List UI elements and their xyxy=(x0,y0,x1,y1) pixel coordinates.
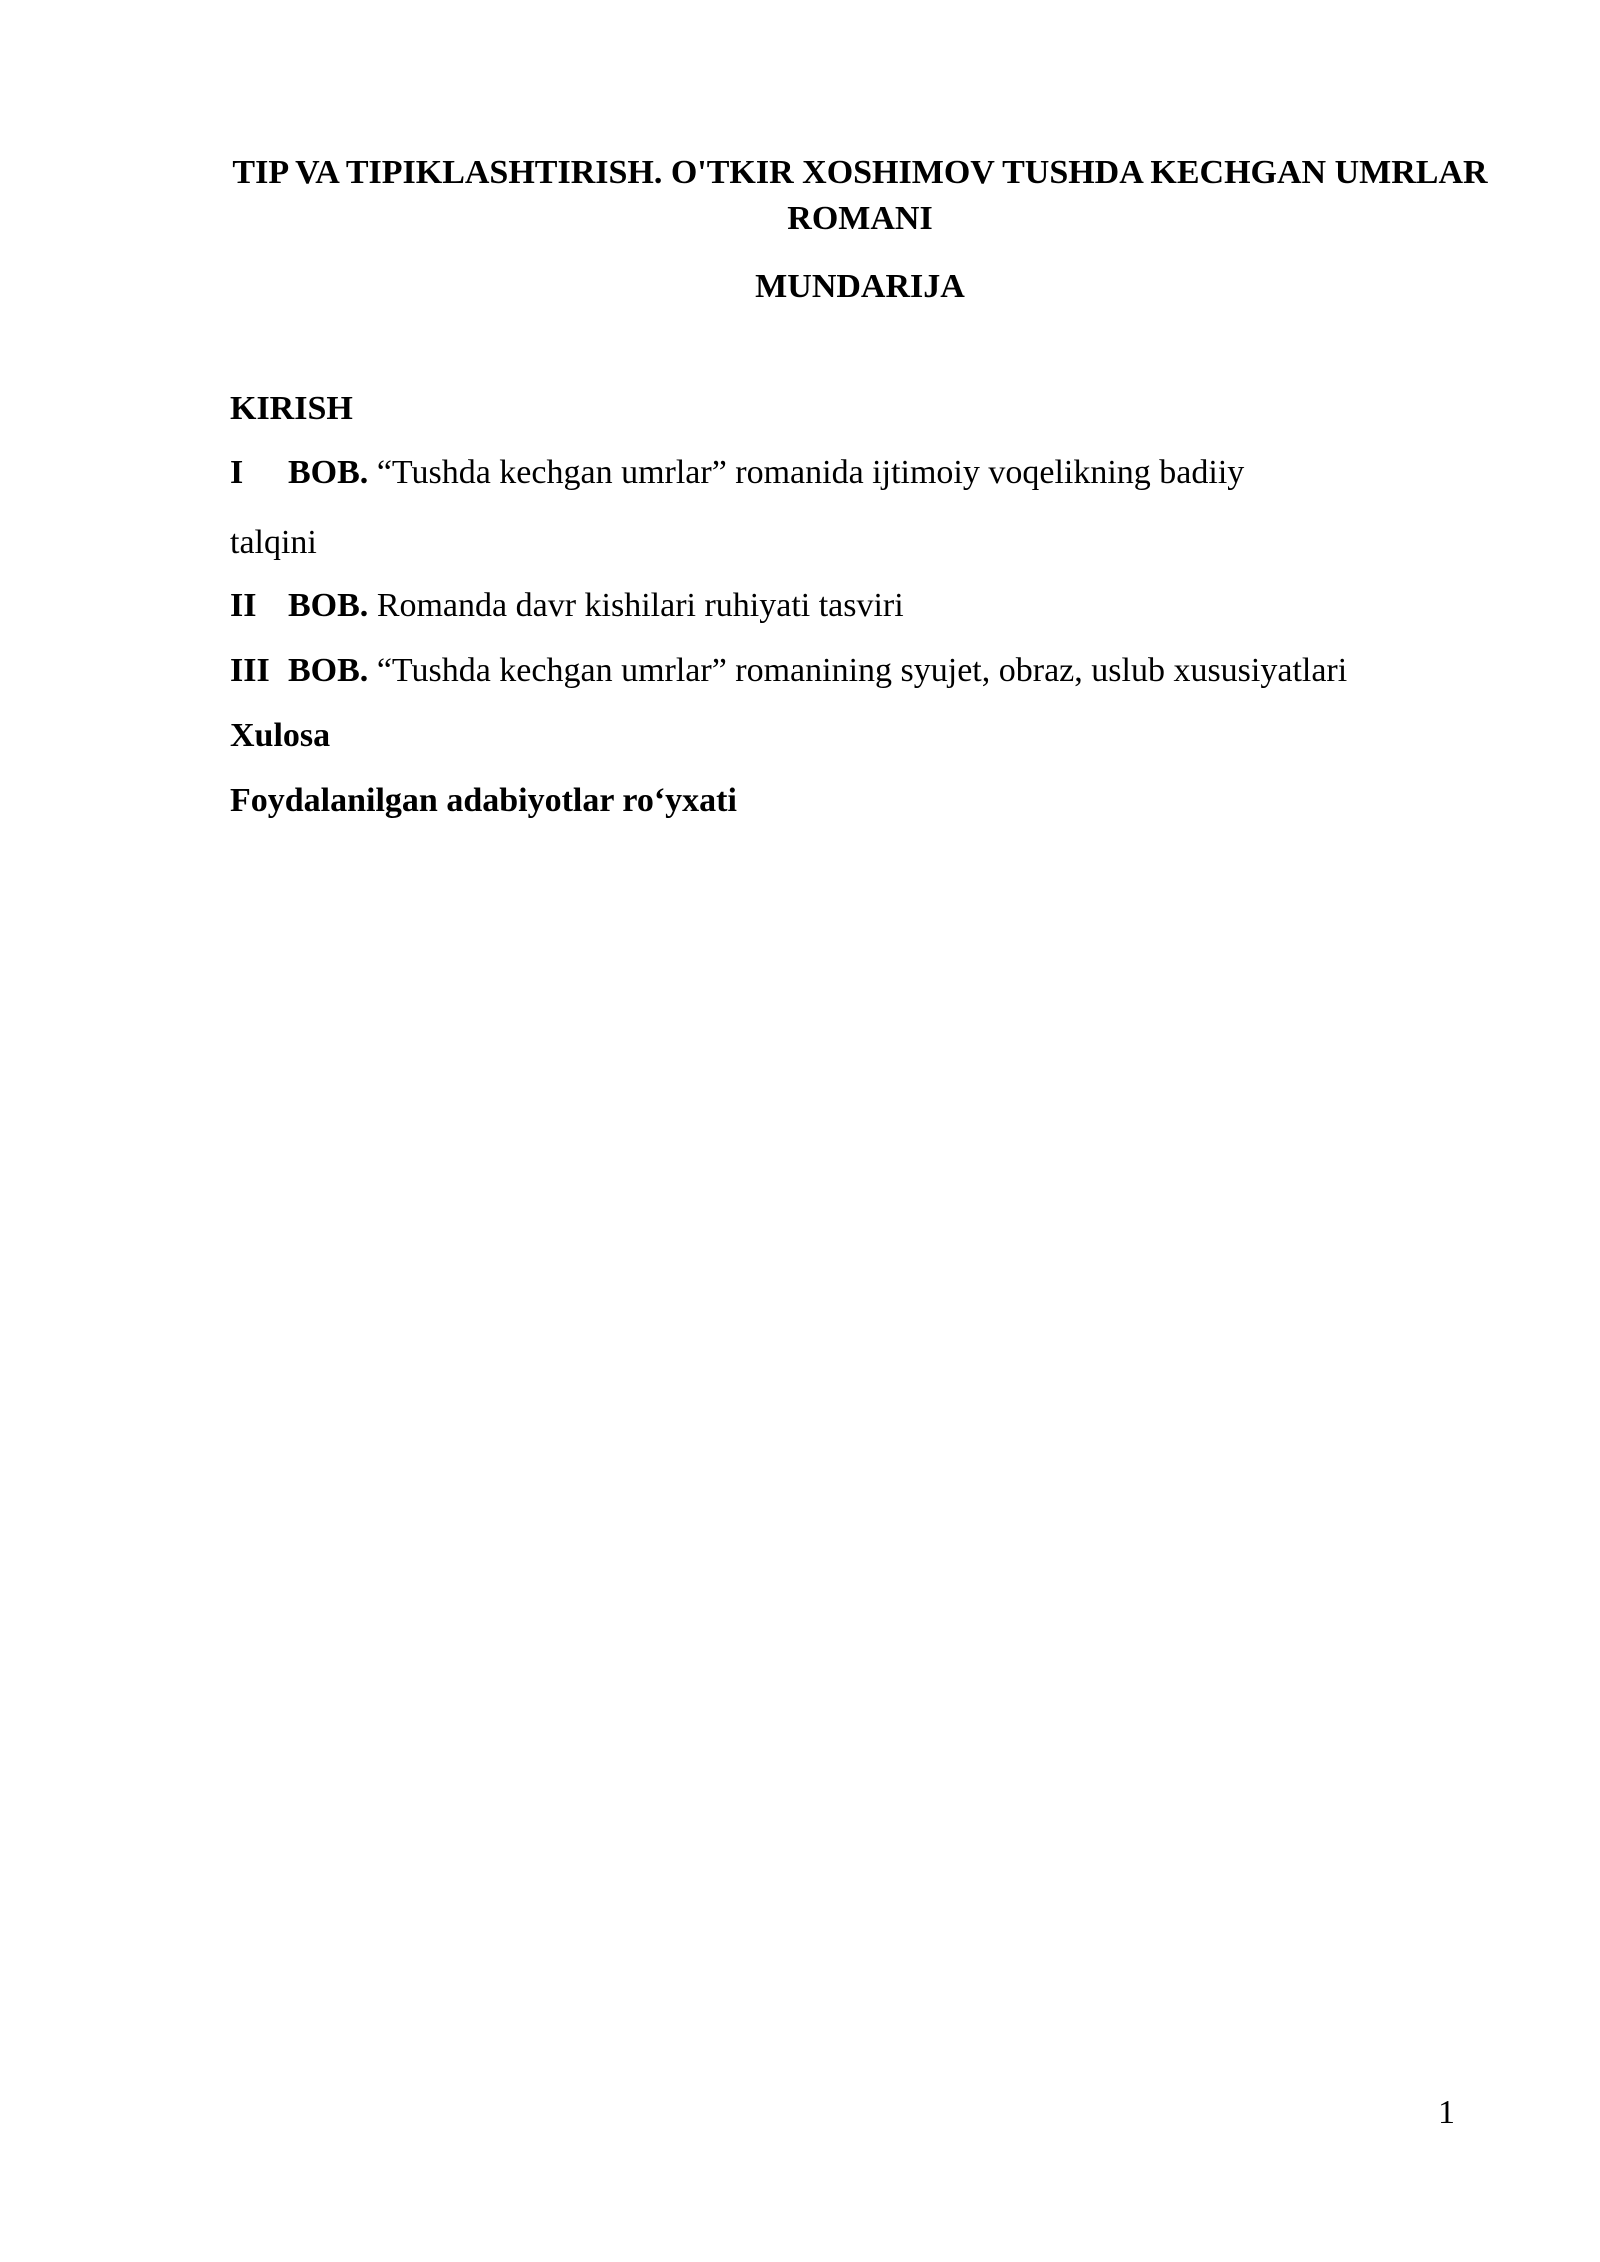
toc-chapter-3 xyxy=(230,648,1347,694)
toc-references: Foydalanilgan adabiyotlar ro‘yxati xyxy=(230,782,737,819)
chapter-3-label: BOB. xyxy=(288,652,369,689)
chapter-2-label: BOB. xyxy=(288,587,369,624)
chapter-1-title: “Tushda kechgan umrlar” romanida ijtimoiy voqelikning badiiy xyxy=(376,454,1245,491)
toc-chapter-2 xyxy=(230,583,904,629)
contents-heading: MUNDARIJA xyxy=(755,268,965,305)
chapter-2-title: Romanda davr kishilari ruhiyati tasviri xyxy=(376,587,904,624)
toc-chapter-1-continuation: talqini xyxy=(230,524,317,561)
chapter-2-numeral: II xyxy=(230,587,257,624)
toc-intro: KIRISH xyxy=(230,390,353,427)
chapter-1-label: BOB. xyxy=(288,454,369,491)
chapter-3-title: “Tushda kechgan umrlar” romanining syujet, obraz, uslub xususiyatlari xyxy=(376,652,1348,689)
chapter-3-numeral: III xyxy=(230,652,270,689)
toc-chapter-1 xyxy=(230,450,1244,496)
document-title: TIP VA TIPIKLASHTIRISH. O'TKIR XOSHIMOV TUSHDA KECHGAN UMRLAR ROMANI xyxy=(232,154,1488,237)
chapter-1-numeral: I xyxy=(230,454,244,491)
page-number: 1 xyxy=(1438,2094,1455,2131)
toc-conclusion: Xulosa xyxy=(230,717,331,754)
